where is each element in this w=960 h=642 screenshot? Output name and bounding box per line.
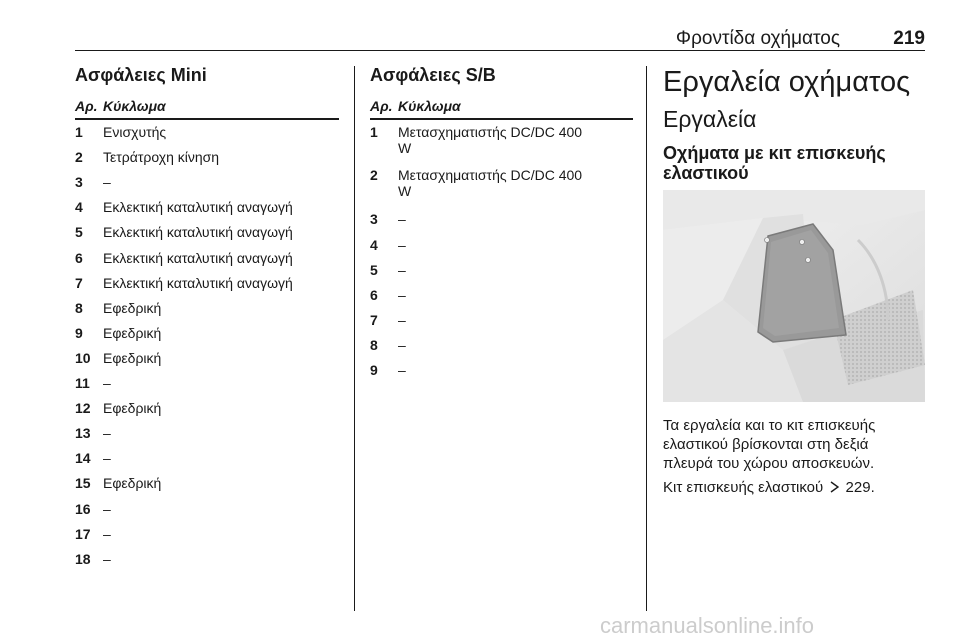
column-divider-1 xyxy=(354,66,355,611)
arrow-ref-icon xyxy=(830,481,839,493)
fuse-number: 3 xyxy=(370,211,378,227)
fuse-number: 8 xyxy=(75,300,83,316)
fuse-circuit: Εκλεκτική καταλυτική αναγωγή xyxy=(103,199,293,215)
tools-description-line2: ελαστικού βρίσκονται στη δεξιά xyxy=(663,436,869,453)
fuse-number: 3 xyxy=(75,174,83,190)
fuse-circuit: – xyxy=(103,501,111,517)
fuse-circuit: Μετασχηματιστής DC/DC 400 xyxy=(398,124,583,140)
tools-heading: Εργαλεία οχήματος xyxy=(663,66,911,98)
fuse-circuit: – xyxy=(398,211,406,227)
fuse-number: 1 xyxy=(75,124,83,140)
fuse-number: 2 xyxy=(75,149,83,165)
fuse-circuit: Τετράτροχη κίνηση xyxy=(103,149,220,165)
sb-fuses-title: Ασφάλειες S/B xyxy=(370,65,496,85)
fuse-circuit: – xyxy=(398,237,406,253)
fuse-number: 14 xyxy=(75,450,91,466)
fuse-circuit: – xyxy=(103,375,111,391)
page-number: 219 xyxy=(893,28,925,49)
fuse-number: 6 xyxy=(75,250,83,266)
fuse-circuit: – xyxy=(103,526,111,542)
tools-description-line3: πλευρά του χώρου αποσκευών. xyxy=(663,455,875,472)
fuse-circuit: – xyxy=(103,425,111,441)
fuse-circuit: Μετασχηματιστής DC/DC 400 xyxy=(398,167,583,183)
section-title: Φροντίδα οχήματος xyxy=(675,28,840,49)
col-circuit-header: Κύκλωμα xyxy=(398,98,461,114)
fuse-number: 6 xyxy=(370,287,378,303)
fuse-number: 5 xyxy=(370,262,378,278)
fuse-circuit: – xyxy=(103,551,111,567)
fuse-circuit-cont: W xyxy=(398,140,412,156)
fuse-number: 7 xyxy=(370,312,378,328)
fuse-circuit: Εφεδρική xyxy=(103,475,162,491)
fuse-number: 12 xyxy=(75,400,91,416)
tools-description xyxy=(663,416,925,473)
mini-table-header xyxy=(75,96,339,120)
fuse-circuit: – xyxy=(398,287,406,303)
repair-kit-heading xyxy=(663,143,925,183)
col-no-header: Αρ. xyxy=(370,98,393,114)
fuse-number: 13 xyxy=(75,425,91,441)
fuse-number: 15 xyxy=(75,475,91,491)
column-divider-2 xyxy=(646,66,647,611)
trunk-photo xyxy=(663,190,925,402)
fuse-circuit: – xyxy=(103,174,111,190)
tools-subheading: Εργαλεία xyxy=(663,106,757,132)
page-reference-link[interactable]: 229. xyxy=(845,479,875,496)
fuse-circuit: – xyxy=(103,450,111,466)
fuse-number: 2 xyxy=(370,167,378,183)
fuse-number: 16 xyxy=(75,501,91,517)
fuse-circuit: – xyxy=(398,312,406,328)
fuse-circuit: Εκλεκτική καταλυτική αναγωγή xyxy=(103,275,293,291)
fuse-circuit: Εφεδρική xyxy=(103,325,162,341)
fuse-circuit-cont: W xyxy=(398,183,412,199)
fuse-number: 8 xyxy=(370,337,378,353)
fuse-number: 11 xyxy=(75,375,90,391)
page-header xyxy=(75,0,925,51)
fuse-circuit: Εκλεκτική καταλυτική αναγωγή xyxy=(103,250,293,266)
repair-kit-heading-line1: Οχήματα με κιτ επισκευής xyxy=(663,143,886,163)
fuse-number: 9 xyxy=(370,362,378,378)
fuse-number: 4 xyxy=(75,199,83,215)
mini-fuses-title: Ασφάλειες Mini xyxy=(75,65,207,85)
col-circuit-header: Κύκλωμα xyxy=(103,98,166,114)
sb-table-header xyxy=(370,96,633,120)
fuse-number: 18 xyxy=(75,551,91,567)
fuse-circuit: Ενισχυτής xyxy=(103,124,167,140)
tools-description-line1: Τα εργαλεία και το κιτ επισκευής xyxy=(663,417,876,434)
fuse-number: 7 xyxy=(75,275,83,291)
fuse-circuit: Εφεδρική xyxy=(103,400,162,416)
fuse-number: 1 xyxy=(370,124,378,140)
repair-kit-reference xyxy=(663,478,925,497)
repair-kit-ref-text: Κιτ επισκευής ελαστικού xyxy=(663,479,824,496)
fuse-number: 17 xyxy=(75,526,91,542)
fuse-circuit: Εφεδρική xyxy=(103,350,162,366)
fuse-circuit: – xyxy=(398,337,406,353)
watermark: carmanualsonline.info xyxy=(600,613,815,638)
fuse-number: 10 xyxy=(75,350,91,366)
fuse-circuit: – xyxy=(398,262,406,278)
fuse-number: 5 xyxy=(75,224,83,240)
fuse-number: 9 xyxy=(75,325,83,341)
col-no-header: Αρ. xyxy=(75,98,98,114)
fuse-number: 4 xyxy=(370,237,378,253)
repair-kit-heading-line2: ελαστικού xyxy=(663,163,749,183)
fuse-circuit: – xyxy=(398,362,406,378)
fuse-circuit: Εφεδρική xyxy=(103,300,162,316)
fuse-circuit: Εκλεκτική καταλυτική αναγωγή xyxy=(103,224,293,240)
